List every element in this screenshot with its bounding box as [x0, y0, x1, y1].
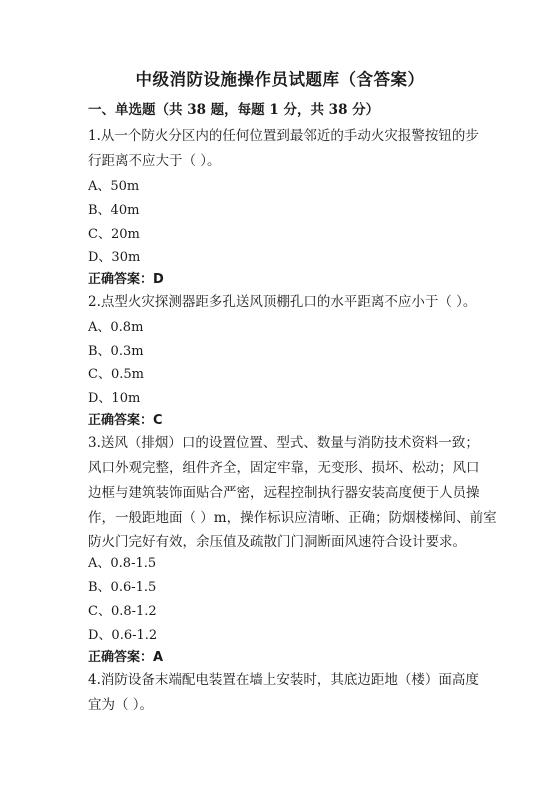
answer-value: D — [153, 272, 164, 287]
question-4-line-2: 宜为（ ）。 — [88, 697, 154, 713]
question-3-option-b: B、0.6-1.5 — [88, 580, 157, 595]
question-2-answer — [88, 409, 163, 428]
answer-label: 正确答案： — [88, 413, 154, 428]
answer-value: A — [153, 650, 164, 665]
question-1-option-c: C、20m — [88, 227, 140, 242]
answer-label: 正确答案： — [88, 650, 154, 665]
question-1-option-a: A、50m — [88, 179, 140, 194]
question-1-option-b: B、40m — [88, 203, 140, 218]
question-3-line-2: 风口外观完整，组件齐全，固定牢靠，无变形、损坏、松动；风口 — [88, 460, 480, 476]
question-2-option-d: D、10m — [88, 391, 141, 406]
question-1-line-2: 行距离不应大于（ ）。 — [88, 153, 221, 169]
document-title: 中级消防设施操作员试题库（含答案） — [135, 70, 425, 89]
question-1-option-d: D、30m — [88, 250, 141, 265]
section-heading: 一、单选题（共 38 题，每题 1 分，共 38 分） — [88, 102, 380, 118]
question-3-option-c: C、0.8-1.2 — [88, 604, 157, 619]
question-3-line-5: 防火门完好有效，余压值及疏散门门洞断面风速符合设计要求。 — [88, 534, 466, 550]
question-1-answer — [88, 268, 164, 287]
answer-value: C — [153, 413, 163, 428]
question-3-line-1: 3.送风（排烟）口的设置位置、型式、数量与消防技术资料一致； — [88, 435, 479, 451]
question-4-line-1: 4.消防设备末端配电装置在墙上安装时，其底边距地（楼）面高度 — [88, 672, 479, 688]
question-2-line-1: 2.点型火灾探测器距多孔送风顶棚孔口的水平距离不应小于（ ）。 — [88, 294, 477, 310]
answer-label: 正确答案： — [88, 272, 154, 287]
question-2-option-c: C、0.5m — [88, 367, 144, 382]
question-3-answer — [88, 646, 163, 665]
question-2-option-b: B、0.3m — [88, 344, 144, 359]
question-1-line-1: 1.从一个防火分区内的任何位置到最邻近的手动火灾报警按钮的步 — [88, 128, 479, 144]
question-3-line-4: 作，一般距地面（ ）m，操作标识应清晰、正确；防烟楼梯间、前室 — [88, 510, 497, 526]
question-2-option-a: A、0.8m — [88, 320, 144, 335]
question-3-option-a: A、0.8-1.5 — [88, 556, 157, 571]
question-3-option-d: D、0.6-1.2 — [88, 628, 158, 643]
question-3-line-3: 边框与建筑装饰面贴合严密，远程控制执行器安装高度便于人员操 — [88, 485, 480, 501]
